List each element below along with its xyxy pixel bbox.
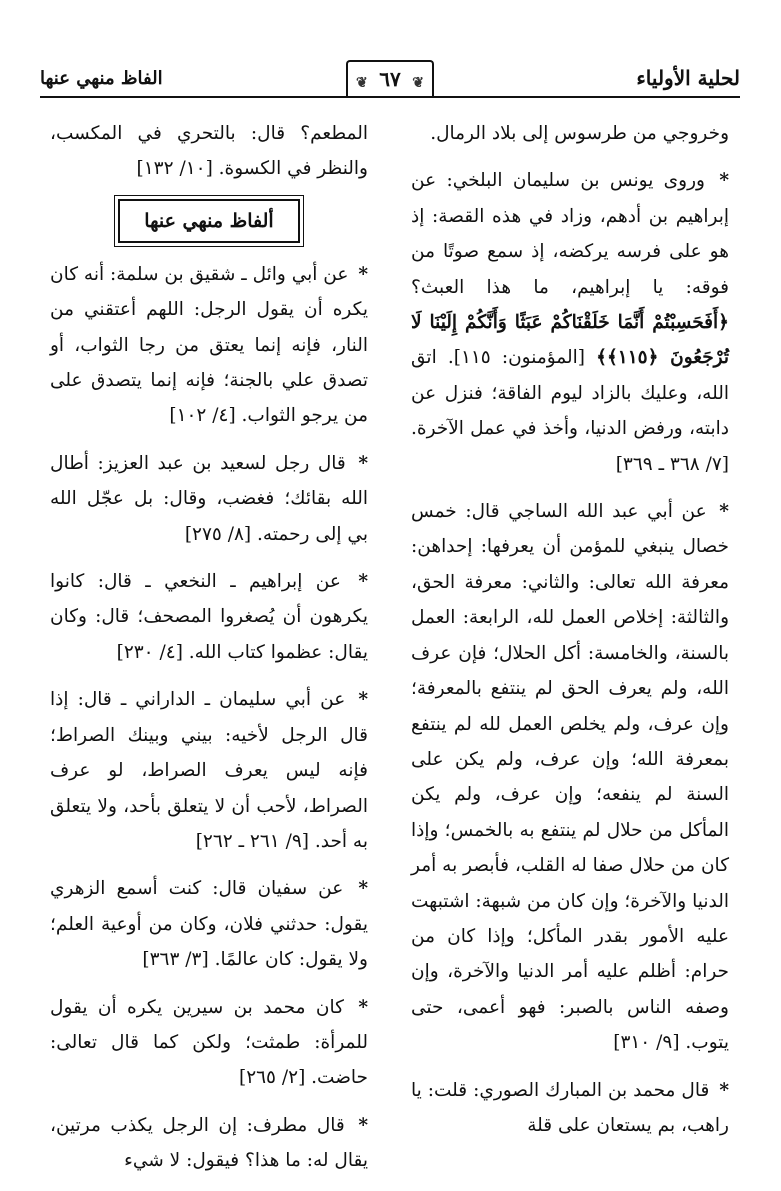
star-marker: * [358,1114,368,1136]
book-title: لحلية الأولياء [636,66,740,90]
paragraph: * كان محمد بن سيرين يكره أن يقول للمرأة: طمثت؛ ولكن كما قال تعالى: حاضت. [٢/ ٢٦٥] [50,996,368,1089]
star-marker: * [358,263,368,285]
star-marker: * [719,170,729,192]
paragraph: وخروجي من طرسوس إلى بلاد الرمال. [430,123,729,144]
paragraph: * عن إبراهيم ـ النخعي ـ قال: كانوا يكرهون أن يُصغروا المصحف؛ قال: وكان يقال: عظموا كتاب الله. [٤/ ٢٣٠] [50,571,369,663]
ornament-icon: ❦ [412,75,424,91]
star-marker: * [358,878,368,900]
paragraph: * قال محمد بن المبارك الصوري: قلت: يا راهب، بم يستعان على قلة [411,1079,729,1136]
right-column [411,116,729,1155]
quran-verse: ﴿أَفَحَسِبْتُمْ أَنَّمَا خَلَقْنَاكُمْ عَبَثًا وَأَنَّكُمْ إِلَيْنَا لَا تُرْجَعُونَ ﴿١١٥﴾﴾ [411,312,729,369]
paragraph: * قال رجل لسعيد بن عبد العزيز: أطال الله بقائك؛ فغضب، وقال: بل عجّل الله بي إلى رحمته. [٨/ ٢٧٥] [50,452,368,545]
star-marker: * [358,996,368,1018]
star-marker: * [358,452,368,474]
paragraph: * قال مطرف: إن الرجل يكذب مرتين، يقال له: ما هذا؟ فيقول: لا شيء [50,1114,368,1172]
paragraph: * عن أبي وائل ـ شقيق بن سلمة: أنه كان يكره أن يقول الرجل: اللهم أعتقني من النار، فإنه إنما يعتق من رجا الثواب، أو تصدق علي بالجنة؛ فإنه إنما يتصدق على من يرجو الثواب. [٤/ ١٠٢] [50,263,368,427]
page-number: ٦٧ [379,67,401,91]
ornament-icon: ❦ [356,75,368,91]
star-marker: * [719,501,729,523]
paragraph: المطعم؟ قال: بالتحري في المكسب، والنظر في الكسوة. [١٠/ ١٣٢] [50,123,368,180]
paragraph: * عن سفيان قال: كنت أسمع الزهري يقول: حدثني فلان، وكان من أوعية العلم؛ ولا يقول: كان عالمًا. [٣/ ٣٦٣] [50,878,368,971]
page-number-frame [346,60,434,96]
chapter-title: الفاظ منهي عنها [40,68,163,89]
section-heading: ألفاظ منهي عنها [118,199,300,243]
page-header [40,46,740,98]
left-column [50,116,368,1191]
paragraph: * عن أبي عبد الله الساجي قال: خمس خصال ينبغي للمؤمن أن يعرفها: إحداهن: معرفة الله تعالى: والثاني: معرفة الحق، والثالثة: إخلاص العمل لله، الرابعة: العمل بالسنة، والخامسة: أكل الحلال؛ فإن عرف الله، ولم يعرف الحق لم ينتفع بالمعرفة؛ وإن عرف، ولم يخلص العمل لله لم ينتفع بمعرفة الله؛ وإن عرف، ولم يكن على السنة لم ينفعه؛ وإن عرف، ولم يكن المأكل من حلال لم ينتفع به بالخمس؛ وإذا كان من حلال صفا له القلب، فأبصر به أمر الدنيا والآخرة؛ وإن كان من شبهة: اشتبهت عليه الأمور بقدر المأكل؛ وإذا كان من حرام: أظلم عليه أمر الدنيا والآخرة، وإن وصفه الناس بالصبر: فهو أعمى، حتى يتوب. [٩/ ٣١٠] [411,501,729,1054]
star-marker: * [719,1079,729,1101]
paragraph: * عن أبي سليمان ـ الداراني ـ قال: إذا قال الرجل لأخيه: بيني وبينك الصراط؛ فإنه ليس يعرف الصراط، لو عرف الصراط، لأحب أن لا يتعلق بأحد، ولا يتعلق به أحد. [٩/ ٢٦١ ـ ٢٦٢] [50,689,368,852]
header-rule [40,96,740,98]
star-marker: * [358,571,369,593]
star-marker: * [358,689,368,711]
paragraph: * وروى يونس بن سليمان البلخي: عن إبراهيم بن أدهم، وزاد في هذه القصة: إذ هو على فرسه يركضه، إذ سمع صوتًا من فوقه: يا إبراهيم، ما هذا العبث؟ ﴿أَفَحَسِبْتُمْ أَنَّمَا خَلَقْنَاكُمْ عَبَثًا وَأَنَّكُمْ إِلَيْنَا لَا تُرْجَعُونَ ﴿١١٥﴾﴾ [المؤمنون: ١١٥]. اتق الله، وعليك بالزاد ليوم الفاقة؛ فنزل عن دابته، ورفض الدنيا، وأخذ في عمل الآخرة. [٧/ ٣٦٨ ـ ٣٦٩] [411,170,729,475]
